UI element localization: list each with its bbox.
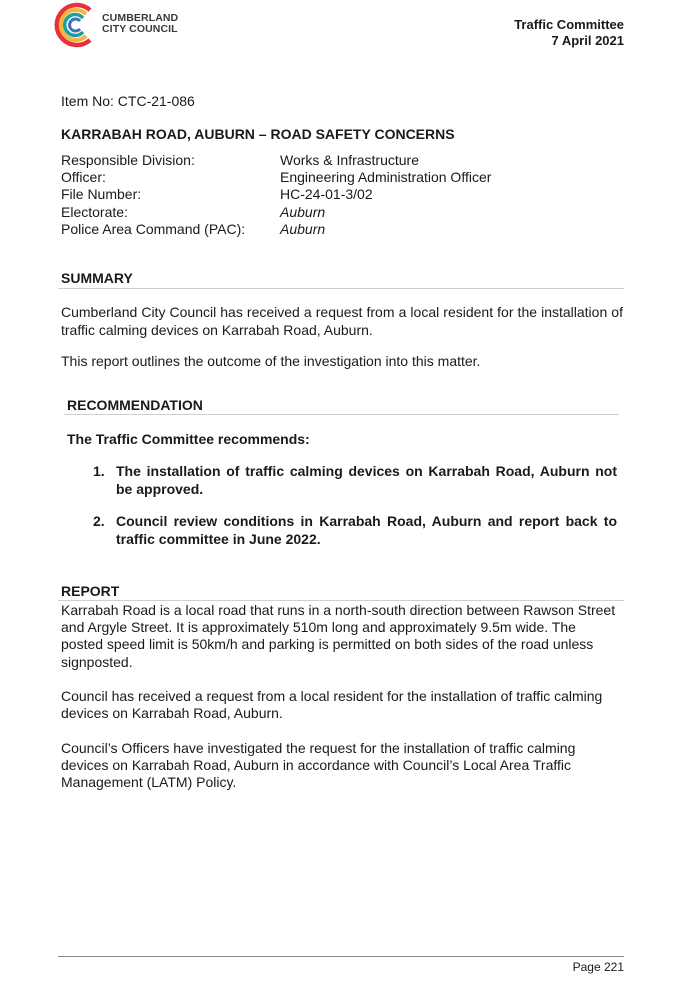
recommendation-item: [93, 513, 617, 548]
logo-text-line2: CITY COUNCIL: [102, 23, 178, 35]
info-key: Police Area Command (PAC):: [61, 220, 246, 237]
council-logo: [50, 0, 240, 52]
info-key: Responsible Division:: [61, 152, 195, 168]
info-table: [61, 152, 491, 238]
info-key: Officer:: [61, 169, 106, 186]
report-paragraph-3: Council’s Officers have investigated the request for the installation of traffic calming devices on Karrabah Road, Auburn in accordance with Council’s Local Area Traffic Management (LATM) Policy.: [61, 740, 576, 791]
report-paragraph-2: Council has received a request from a local resident for the installation of traffic calming devices on Karrabah Road, Auburn.: [61, 688, 603, 722]
recommendation-intro: The Traffic Committee recommends:: [67, 431, 310, 447]
summary-heading: SUMMARY: [61, 270, 133, 286]
info-value: HC-24-01-3/02: [280, 186, 373, 203]
recommendation-text: The installation of traffic calming devices on Karrabah Road, Auburn not be approved.: [116, 463, 617, 497]
report-divider: [58, 600, 624, 601]
info-value: Works & Infrastructure: [280, 152, 420, 168]
info-value: Auburn: [280, 203, 326, 220]
info-key: Electorate:: [61, 203, 128, 220]
report-paragraph-1: Karrabah Road is a local road that runs in a north-south direction between Rawson Street and Argyle Street. It is approximately 510m long and approximately 9.5m wide. The posted speed limit is 50km/h and parking is permitted on both sides of the road unless signposted.: [61, 602, 616, 670]
logo-text-line1: CUMBERLAND: [102, 12, 179, 24]
info-row: [61, 204, 491, 221]
council-logo-icon: [50, 0, 100, 50]
recommendation-heading: RECOMMENDATION: [67, 397, 203, 413]
page-number: Page 221: [572, 960, 624, 974]
recommendation-text: Council review conditions in Karrabah Road, Auburn and report back to traffic committee in June 2022.: [116, 513, 617, 547]
info-row: [61, 152, 491, 169]
summary-paragraph-1: Cumberland City Council has received a request from a local resident for the installation of traffic calming devices on Karrabah Road, Auburn.: [61, 304, 623, 338]
summary-divider: [58, 288, 624, 289]
recommendation-number: 1.: [93, 463, 105, 479]
header-date: 7 April 2021: [551, 33, 624, 48]
footer-divider: [58, 956, 624, 957]
recommendation-number: 2.: [93, 513, 105, 529]
report-heading: REPORT: [61, 583, 120, 599]
info-value: Engineering Administration Officer: [280, 169, 492, 186]
header-committee: Traffic Committee: [514, 17, 624, 32]
recommendation-divider: [64, 414, 619, 415]
info-key: File Number:: [61, 186, 142, 203]
item-number: Item No: CTC-21-086: [61, 93, 195, 109]
summary-paragraph-2: This report outlines the outcome of the investigation into this matter.: [61, 353, 481, 369]
page-title: KARRABAH ROAD, AUBURN – ROAD SAFETY CONCERNS: [61, 126, 455, 142]
recommendation-item: [93, 463, 617, 498]
info-row: [61, 186, 491, 203]
info-row: [61, 221, 491, 238]
info-value: Auburn: [280, 220, 326, 237]
info-row: [61, 169, 491, 186]
